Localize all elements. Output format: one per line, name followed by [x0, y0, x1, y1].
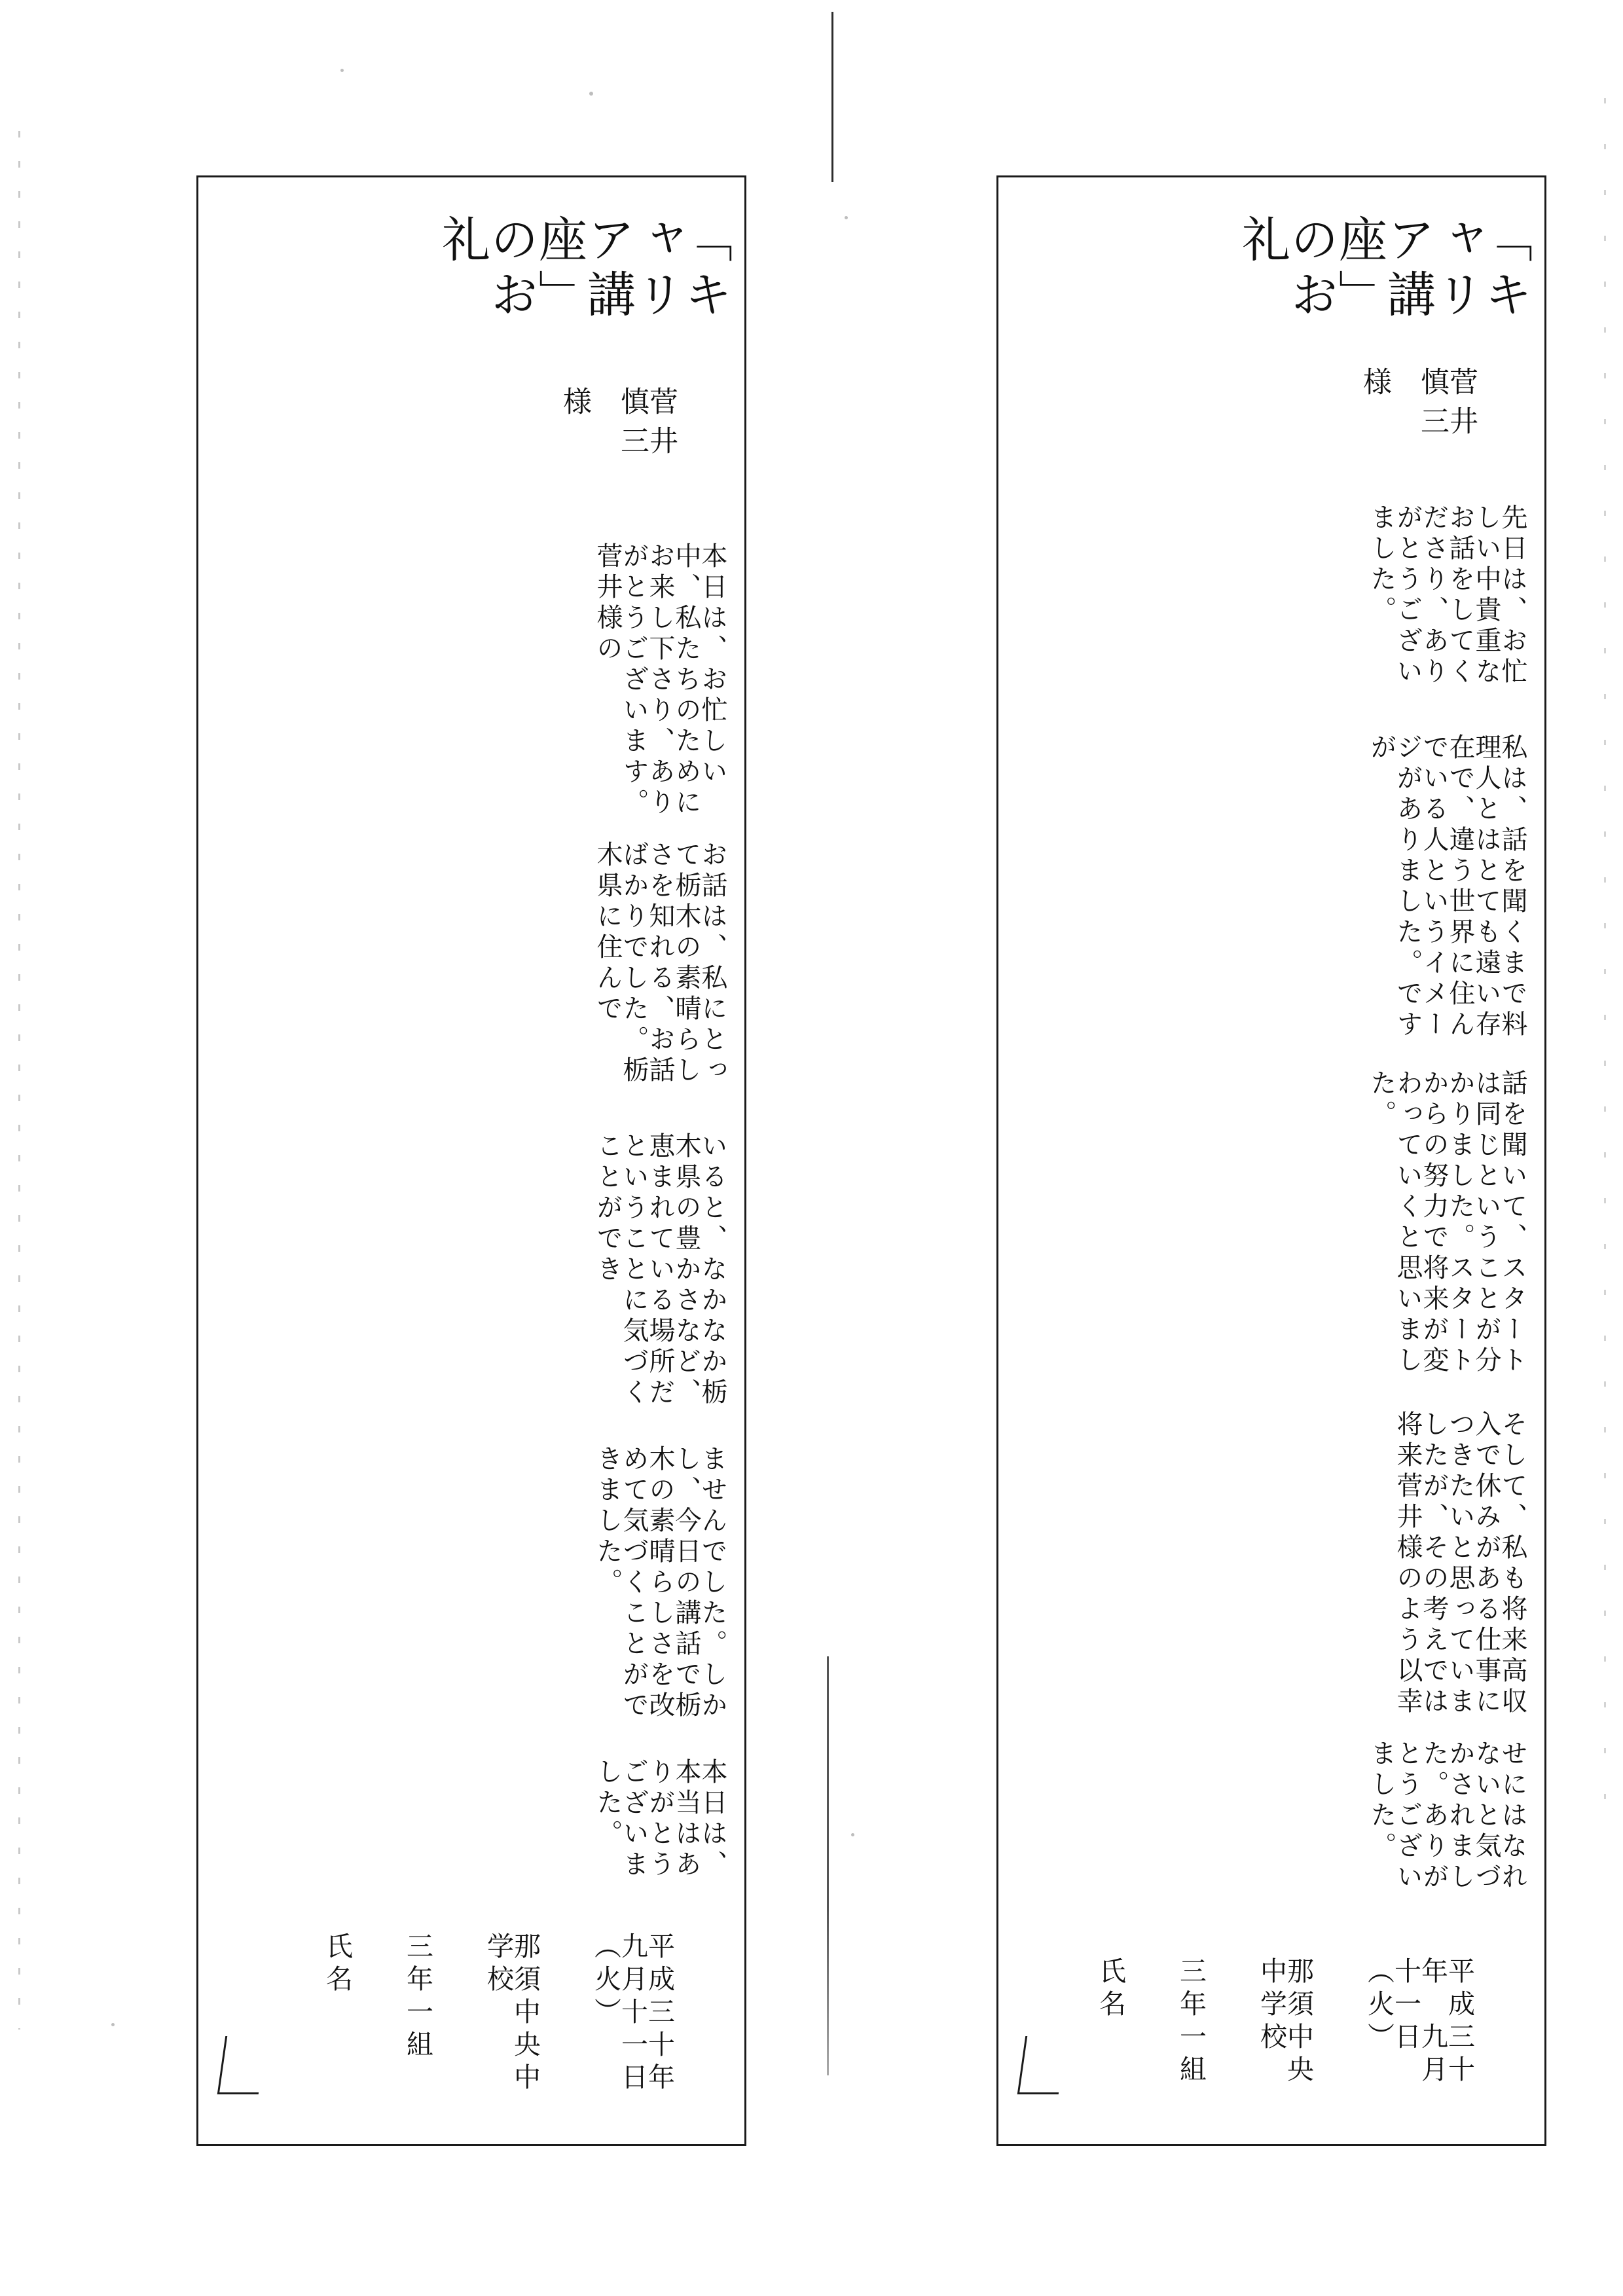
- letter-right-vertical-text: [998, 177, 1544, 2144]
- scan-speck: [845, 216, 848, 219]
- letter-right-addressee-name: 菅井 慎三: [1415, 366, 1478, 489]
- letter-left-vertical-text: [198, 177, 744, 2144]
- letter-right-signature: [1070, 1919, 1526, 2118]
- letter-left-body-line-2: お話は、私にとって栃木の素晴らしさを知れる、お話ばかりでした。栃木県に住んで: [593, 840, 727, 1087]
- letter-right-school: 那須中央中学校: [1256, 1957, 1314, 2088]
- letter-right-class: 三年一組: [1175, 1957, 1207, 2088]
- letter-right-body-line-4: そして、私も将来高収入で休みがある仕事につきたいと思っていましたが、その考えでは将来菅井様のよう以幸: [1393, 1410, 1527, 1719]
- letter-right-addressee: [1331, 343, 1533, 489]
- page-fold-line-top: [831, 12, 833, 182]
- letter-left-date: 平成三十年 九月十一日（火）: [590, 1931, 675, 2128]
- scan-speck: [340, 69, 344, 72]
- letter-left-school: 那須中央中学校: [483, 1931, 541, 2096]
- letter-right-body-line-1: 先日は、お忙しい中貴重なお話をしてくださり、ありがとうございました。: [1366, 503, 1527, 688]
- letter-right-title: 「キャリア講座」のお礼: [1234, 214, 1533, 324]
- letter-right-body-line-5: せにはなれないと気づかされました。ありがとうございました。: [1366, 1739, 1527, 1893]
- scan-speck: [851, 1833, 854, 1836]
- letter-left-body-line-3: いると、なかなか栃木県の豊かさなど、恵まれている場所だということに気づくことができ: [593, 1132, 727, 1410]
- letter-card-left: [196, 175, 746, 2146]
- letter-left-title: 「キャリア講座」のお礼: [434, 214, 733, 324]
- letter-left-signature: [297, 1894, 726, 2128]
- letter-left-body: [587, 522, 733, 1894]
- letter-left-addressee: [531, 363, 733, 522]
- letter-left-class: 三年一組: [402, 1931, 433, 2063]
- letter-right-body-line-3: 話を聞いて、スタートは同じということが分かりました。スタートからの努力で将来が変わっていくと思いました。: [1366, 1068, 1527, 1377]
- letter-card-right: [996, 175, 1546, 2146]
- letter-right-name-label: 氏名: [1095, 1957, 1126, 2023]
- scan-speck: [111, 2023, 115, 2026]
- letter-right-body-line-2: 私は、話を聞くまで料理人とはとても遠い存在で、違う世界に住んでいる人というイメージがありました。ですが: [1366, 733, 1527, 1042]
- letter-left-addressee-honorific: 様: [558, 386, 591, 422]
- letter-right-name-blank-bracket: [1017, 2036, 1067, 2094]
- letter-right-addressee-honorific: 様: [1358, 366, 1391, 402]
- page-fold-line-bottom: [827, 1656, 829, 2075]
- letter-left-body-line-5: 本日は、本当はありがとうございました。: [593, 1758, 727, 1881]
- letter-left-body-line-4: ませんでした。しかし、今日の講話で栃木の素晴らしさを改めて気づくことができました。: [593, 1445, 727, 1722]
- letter-left-name-blank-bracket: [217, 2036, 267, 2094]
- scan-speck: [589, 92, 593, 96]
- letter-right-date: 平成三十年 九月十一日（火）: [1363, 1957, 1475, 2088]
- letter-right-body: [1361, 484, 1533, 1919]
- scan-edge-right-marks: [1604, 98, 1606, 1800]
- letter-left-addressee-name: 菅井 慎三: [615, 386, 678, 509]
- letter-left-body-line-1: 本日は、お忙しい中、私たちのためにお来し下さり、ありがとうございます。菅井様の: [593, 541, 727, 819]
- letter-left-name-label: 氏名: [321, 1931, 353, 1997]
- scan-edge-left-marks: [18, 131, 20, 2030]
